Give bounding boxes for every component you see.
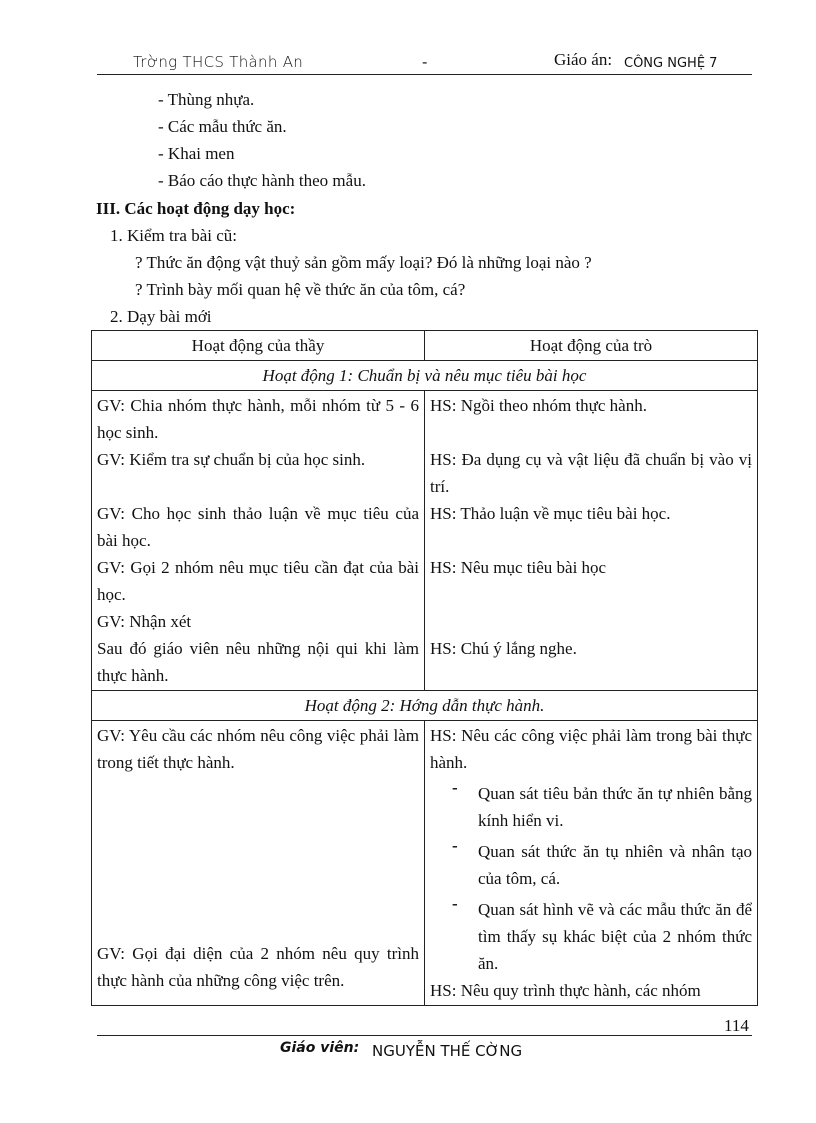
activity-1-title: Hoạt động 1: Chuẩn bị và nêu mục tiêu bài học	[92, 361, 758, 391]
activity-2-title: Hoạt động 2: Hớng dẫn thực hành.	[92, 691, 758, 721]
material-item: - Báo cáo thực hành theo mẫu.	[158, 171, 366, 190]
column-header-student: Hoạt động của trò	[425, 331, 758, 361]
list-item-text: Quan sát tiêu bản thức ăn tự nhiên bằng kính hiển vi.	[478, 784, 752, 830]
bullet-mark: -	[452, 778, 458, 797]
teacher-action: GV: Gọi 2 nhóm nêu mục tiêu cần đạt của bài học.	[97, 558, 419, 604]
student-action: HS: Nêu mục tiêu bài học	[430, 558, 607, 577]
column-header-teacher: Hoạt động của thầy	[92, 331, 425, 361]
teacher-label: Giáo viên:	[280, 1040, 360, 1056]
lesson-plan-label: Giáo án:	[554, 50, 613, 69]
student-action: HS: Ngồi theo nhóm thực hành.	[430, 396, 647, 415]
activity-title-row	[92, 361, 758, 391]
list-item-text: Quan sát thức ăn tụ nhiên và nhân tạo của tôm, cá.	[478, 842, 752, 888]
page-number: 114	[724, 1016, 749, 1035]
material-item: - Khai men	[158, 144, 235, 163]
student-action: HS: Đa dụng cụ và vật liệu đã chuẩn bị vào vị trí.	[430, 450, 752, 496]
teacher-activities	[92, 391, 425, 691]
teacher-name: NGUYỄN THẾ CỜNG	[372, 1042, 523, 1060]
student-action: HS: Chú ý lắng nghe.	[430, 639, 577, 658]
school-name: Trờng THCS Thành An	[133, 53, 304, 71]
teacher-action: Sau đó giáo viên nêu những nội qui khi làm thực hành.	[97, 639, 419, 685]
header-dash: -	[422, 53, 428, 71]
section-heading: III. Các hoạt động dạy học:	[96, 199, 296, 218]
list-item	[430, 896, 752, 977]
list-item-text: Quan sát hình vẽ và các mẫu thức ăn để tìm thấy sụ khác biệt của 2 nhóm thức ăn.	[478, 900, 752, 973]
activity-title-row	[92, 691, 758, 721]
student-action: HS: Nêu quy trình thực hành, các nhóm	[430, 981, 701, 1000]
table-row	[92, 391, 758, 691]
teacher-action: GV: Chia nhóm thực hành, mỗi nhóm từ 5 - 6 học sinh.	[97, 396, 419, 442]
page-header	[97, 50, 752, 75]
review-question: ? Trình bày mối quan hệ về thức ăn của tôm, cá?	[135, 280, 466, 299]
table-header-row	[92, 331, 758, 361]
teacher-action: GV: Nhận xét	[97, 612, 192, 631]
subject-name: CÔNG NGHỆ 7	[624, 56, 718, 71]
teacher-action: GV: Kiểm tra sự chuẩn bị của học sinh.	[97, 450, 366, 469]
lesson-table	[91, 330, 758, 1006]
teacher-activities	[92, 721, 425, 1006]
bullet-mark: -	[452, 836, 458, 855]
list-item	[430, 838, 752, 892]
material-item: - Các mẫu thức ăn.	[158, 117, 287, 136]
student-action: HS: Nêu các công việc phải làm trong bài thực hành.	[430, 726, 752, 772]
list-item	[430, 780, 752, 834]
material-item: - Thùng nhựa.	[158, 90, 255, 109]
teacher-action: GV: Gọi đại diện của 2 nhóm nêu quy trình thực hành của những công việc trên.	[97, 944, 419, 990]
table-row	[92, 721, 758, 1006]
review-question: ? Thức ăn động vật thuỷ sản gồm mấy loại? Đó là những loại nào ?	[135, 253, 592, 272]
step-heading: 2. Dạy bài mới	[110, 307, 212, 326]
student-action	[430, 608, 752, 635]
student-action: HS: Thảo luận về mục tiêu bài học.	[430, 504, 671, 523]
teacher-action: GV: Yêu cầu các nhóm nêu công việc phải làm trong tiết thực hành.	[97, 726, 419, 772]
bullet-mark: -	[452, 894, 458, 913]
step-heading: 1. Kiểm tra bài cũ:	[110, 226, 237, 245]
footer-rule	[97, 1035, 752, 1036]
teacher-action: GV: Cho học sinh thảo luận về mục tiêu của bài học.	[97, 504, 419, 550]
student-activities	[425, 391, 758, 691]
student-activities	[425, 721, 758, 1006]
